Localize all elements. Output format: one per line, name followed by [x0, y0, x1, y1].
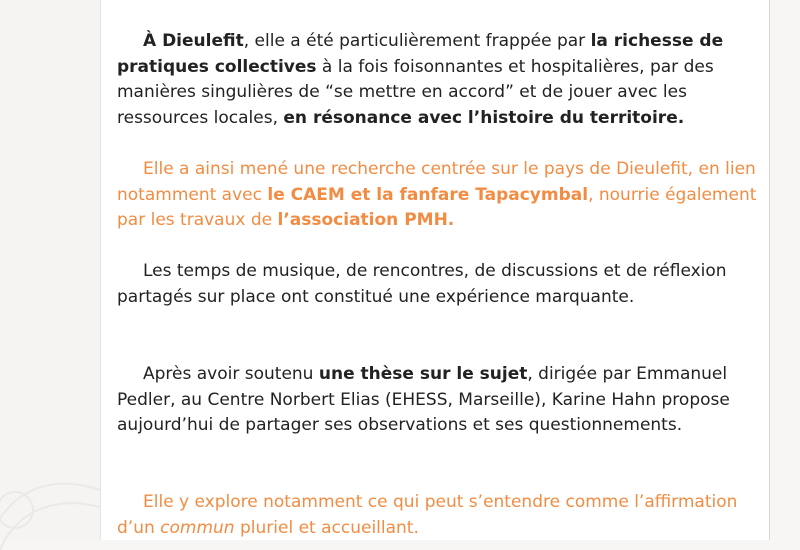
bold-text: en résonance avec l’histoire du territoire.	[283, 107, 685, 128]
italic-text: commun	[160, 517, 235, 538]
text-span: Elle y explore notamment ce qui peut s’entendre comme l’affirmation d’un	[117, 492, 738, 538]
text-span: , nourrie également par les travaux de	[117, 184, 757, 230]
highlight-link-caem[interactable]: le CAEM et la fanfare Tapacymbal	[267, 184, 589, 205]
text-span: , elle a été particulièrement frappée par	[243, 31, 591, 51]
text-span: à la fois foisonnantes et hospitalières, par des manières singulières de “se mettre en accord” et de jouer avec les ressources locales,	[117, 56, 714, 128]
paragraph-these	[117, 362, 763, 439]
paragraph-recherche	[117, 157, 763, 234]
bold-text: À Dieulefit	[143, 31, 244, 51]
text-span: Les temps de musique, de rencontres, de discussions et de réflexion partagés sur place ont constitué une expérience marquante.	[117, 261, 727, 307]
paragraph-temps	[117, 259, 763, 310]
highlight-link-pmh[interactable]: l’association PMH.	[277, 210, 455, 230]
text-span: Après avoir soutenu	[143, 364, 319, 384]
paragraph-dieulefit	[117, 29, 763, 131]
article-card	[100, 0, 770, 540]
text-span: pluriel et accueillant.	[234, 517, 419, 538]
text-span: , dirigée par Emmanuel Pedler, au Centre Norbert Elias (EHESS, Marseille), Karine Hahn propose aujourd’hui de partager ses observations et ses questionnements.	[117, 364, 730, 435]
paragraph-commun	[117, 490, 763, 540]
bold-text: la richesse de pratiques collectives	[117, 31, 724, 77]
bold-text: une thèse sur le sujet	[318, 364, 528, 384]
text-span: Elle a ainsi mené une recherche centrée sur le pays de Dieulefit, en lien notamment avec	[117, 159, 756, 205]
